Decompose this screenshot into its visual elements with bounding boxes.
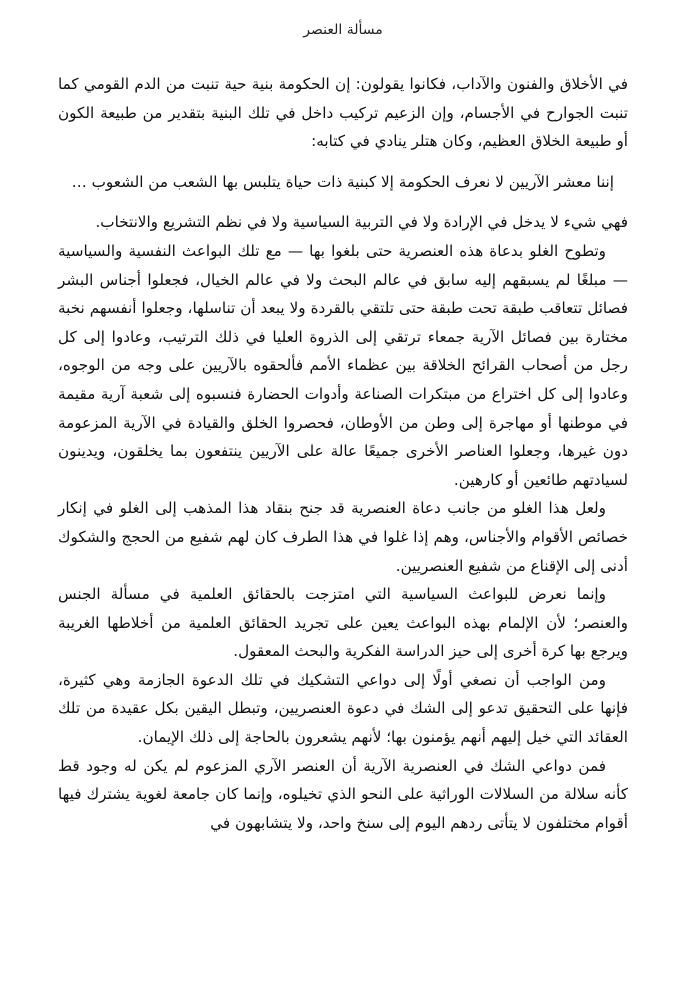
paragraph-7: فمن دواعي الشك في العنصرية الآرية أن العنصر الآري المزعوم لم يكن له وجود قط كأنه سلالة من السلالات الوراثية على النحو الذي تخيلوه، وإنما كان جامعة لغوية يشترك فيها أقوام مختلفون لا يتأتى ردهم اليوم إلى سنخ واحد، ولا يتشابهون في bbox=[58, 756, 628, 832]
paragraph-2: فهي شيء لا يدخل في الإرادة ولا في التربية السياسية ولا في نظم التشريع والانتخاب. bbox=[95, 213, 628, 232]
paragraph-3: وتطوح الغلو بدعاة هذه العنصرية حتى بلغوا بها — مع تلك البواعث النفسية والسياسية — مبلغًا لم يسبقهم إليه سابق في عالم البحث ولا في عالم الخيال، فجعلوا أجناس البشر فصائل تتعاقب طبقة تحت طبقة حتى تلتقي بالقردة ولا يبعد أن تناسلها، وجعلوا أنفسهم نخبة مختارة بين فصائل الآرية جمعاء ترتقي إلى الذروة العليا في ذلك الترتيب، وعادوا إلى كل رجل من أصحاب القرائح الخلاقة بين عظماء الأمم فألحقوه بالآريين على وجه من الوجوه، وعادوا إلى كل اختراع من مبتكرات الصناعة وأدوات الحضارة فنسبوه إلى شعبة آرية مقيمة في موطنها أو مهاجرة إلى وطن من الأوطان، فحصروا الخلق والقيادة في الآرية المزعومة دون غيرها، وجعلوا العناصر الأخرى جميعًا عالة على الآريين ينتفعون بما يخلقون، ويدينون لسيادتهم طائعين أو كارهين. bbox=[58, 241, 628, 489]
block-quote: إننا معشر الآريين لا نعرف الحكومة إلا كبنية ذات حياة يتلبس بها الشعب من الشعوب … bbox=[71, 172, 614, 191]
paragraph-4: ولعل هذا الغلو من جانب دعاة العنصرية قد جنح بنقاد هذا المذهب إلى الغلو في إنكار خصائص الأقوام والأجناس، وهم إذا غلوا في هذا الطرف كان لهم شفيع من الحجج والشكوك أدنى إلى الإقناع من شفيع العنصريين. bbox=[58, 499, 628, 575]
paragraph-1: في الأخلاق والفنون والآداب، فكانوا يقولون: إن الحكومة بنية حية تنبت من الدم القومي كما تنبت الجوارح في الأجسام، وإن الزعيم تركيب داخل في تلك البنية بتقدير من طبيعة الكون أو طبيعة الخلاق العظيم، وكان هتلر ينادي في كتابه: bbox=[58, 75, 628, 151]
paragraph-6: ومن الواجب أن نصغي أولًا إلى دواعي التشكيك في تلك الدعوة الجازمة وهي كثيرة، فإنها على التحقيق تدعو إلى الشك في دعوة العنصريين، وتبطل اليقين بكل عقيدة من تلك العقائد التي خيل إليهم أنهم يؤمنون بها؛ لأنهم يشعرون بالحاجة إلى ذلك الإيمان. bbox=[58, 670, 628, 747]
running-head-title: مسألة العنصر bbox=[303, 22, 383, 38]
paragraph-5: وإنما نعرض للبواعث السياسية التي امتزجت بالحقائق العلمية في مسألة الجنس والعنصر؛ لأن الإلمام بهذه البواعث يعين على تجريد الحقائق العلمية من أخلاطها الغريبة ويرجع بها كرة أخرى إلى حيز الدراسة الفكرية والبحث المعقول. bbox=[58, 585, 628, 661]
page-body bbox=[58, 70, 628, 837]
